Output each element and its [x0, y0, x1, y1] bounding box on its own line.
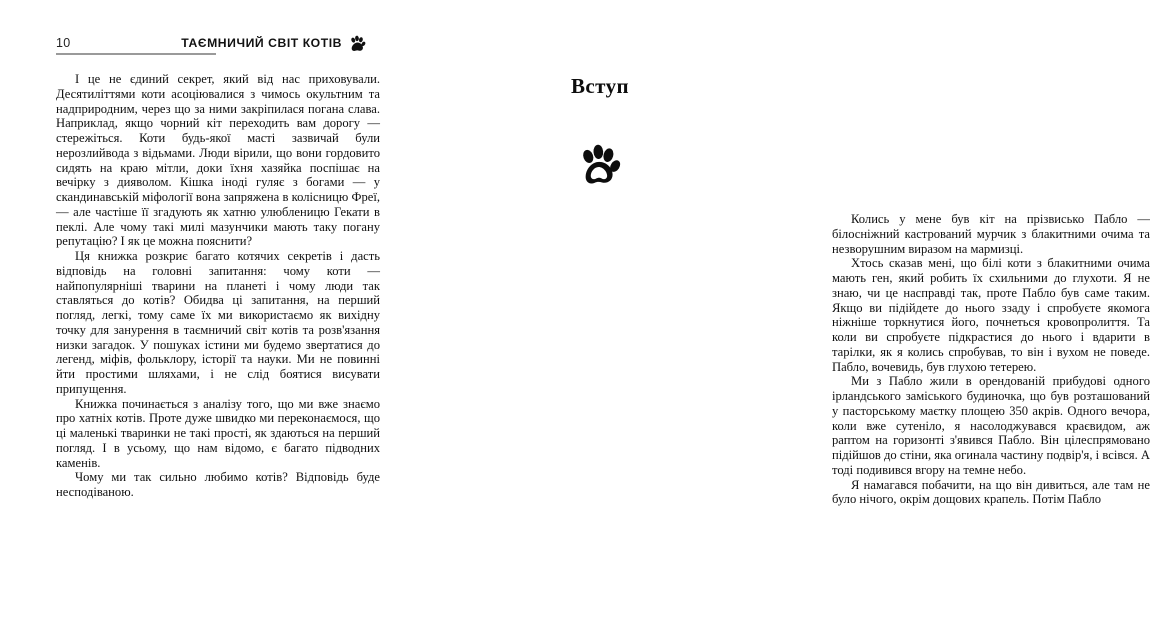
- page-number: 10: [56, 36, 71, 50]
- paragraph: Ця книжка розкриє багато котячих секретів і дасть відповідь на головні запитання: чому коти — найпопулярніші тварини на планеті і чому люди так ставляться до котів? Обидва ці запитання, на перший погляд, легкі, тому саме їх ми використаємо як вихідну точку для занурення в таємничий світ котів та розв'язання низки загадок. У пошуках істини ми будемо звертатися до легенд, міфів, фольклору, історії та науки. Ми не повинні йти простими шляхами, і не слід боятися висувати припущення.: [56, 249, 380, 396]
- chapter-paw-print-icon: [579, 142, 621, 186]
- right-page-body: [832, 212, 1150, 507]
- running-head-title: ТАЄМНИЧИЙ СВІТ КОТІВ: [181, 36, 342, 50]
- paragraph: Колись у мене був кіт на прізвисько Пабло — білосніжний кастрований мурчик з блакитними очима та незворушним виразом на мармизці.: [832, 212, 1150, 256]
- paragraph: Я намагався побачити, на що він дивиться, але там не було нічого, окрім дощових крапель. Потім Пабло: [832, 477, 1150, 507]
- paragraph: І це не єдиний секрет, який від нас приховували. Десятиліттями коти асоціювалися з чимось окультним та надприродним, через що за ними закріпилася погана слава. Наприклад, якщо чорний кіт переходить вам дорогу — стережіться. Коти будь-якої масті зазвичай були нерозлийвода з відьмами. Люди вірили, що вони гордовито сидять на краю мітли, доки їхня хазяйка поспішає на вечірку з дияволом. Кішка іноді гуляє з богами — у скандинавській міфології вона запряжена в колісницю Фреї, — але частіше її згадують як хатню улюбленицю Гекати в пеклі. Але чому такі милі мазунчики мають таку погану репутацію? І як це можна пояснити?: [56, 72, 380, 249]
- right-page: [400, 0, 1150, 624]
- left-page-body: [56, 72, 380, 500]
- paw-print-icon: [349, 35, 366, 52]
- paragraph: Книжка починається з аналізу того, що ми вже знаємо про хатніх котів. Проте дуже швидко ми переконаємося, що ці маленькі тваринки не такі прості, як здаються на перший погляд. І в усьому, що нам відомо, є багато підводних каменів.: [56, 396, 380, 470]
- running-head-rule: [56, 53, 216, 55]
- paragraph: Чому ми так сильно любимо котів? Відповідь буде несподіваною.: [56, 470, 380, 499]
- paragraph: Ми з Пабло жили в орендованій прибудові одного ірландського заміського будиночка, що був розташований у пасторському маєтку площею 350 акрів. Одного вечора, коли вже сутеніло, я насолоджувався краєвидом, аж раптом на горизонті з'явився Пабло. Він цілеспрямовано підійшов до стіни, яка огинала частину подвір'я, і всівся. А тоді подивився вгору на темне небо.: [832, 374, 1150, 477]
- chapter-title: Вступ: [571, 74, 629, 98]
- running-head: [56, 34, 366, 60]
- left-page: [0, 0, 400, 624]
- paragraph: Хтось сказав мені, що білі коти з блакитними очима мають ген, який робить їх схильними до глухоти. Я не знаю, чи це насправді так, проте Пабло був саме таким. Якщо ви підійдете до нього ззаду і спробуєте якомога ніжніше торкнутися його, почнеться кровопролиття. Та коли ви спробуєте підкрастися до нього і вдарити в тарілки, як я колись спробував, то він і вухом не поведе. Пабло, вочевидь, був глухою тетерею.: [832, 256, 1150, 374]
